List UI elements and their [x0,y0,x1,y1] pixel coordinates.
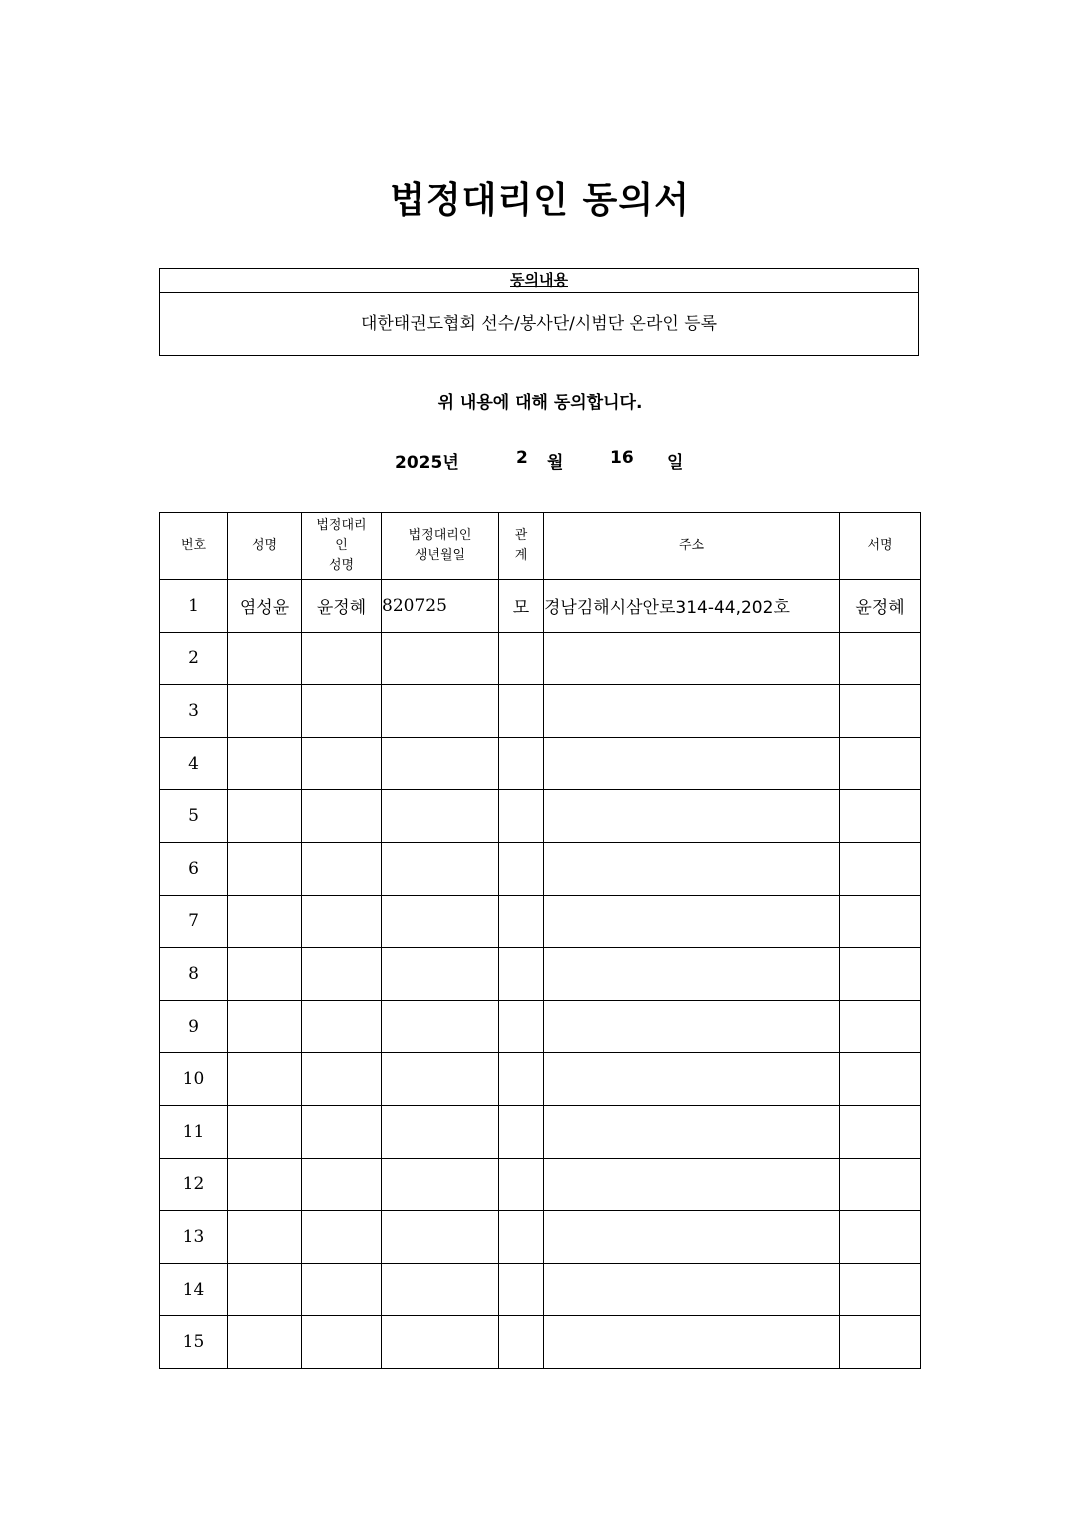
guardian-birth-cell [382,790,499,843]
name-cell [228,1263,302,1316]
row-number: 4 [160,737,228,790]
row-number: 2 [160,632,228,685]
header-guardian-name: 법정대리 인 성명 [302,513,382,580]
table-row [160,685,921,738]
address-cell [544,737,840,790]
row-number: 7 [160,895,228,948]
guardian-name-cell [302,685,382,738]
name-cell [228,632,302,685]
guardian-name-cell [302,895,382,948]
name-cell [228,948,302,1001]
row-number: 13 [160,1211,228,1264]
date-day: 16 [610,448,634,468]
address-cell [544,1053,840,1106]
name-cell [228,1105,302,1158]
guardian-birth-cell [382,1053,499,1106]
row-number: 1 [160,580,228,633]
header-guardian-birth: 법정대리인 생년월일 [382,513,499,580]
guardian-birth-cell [382,737,499,790]
signature-cell [840,948,921,1001]
guardian-birth-cell [382,842,499,895]
guardian-birth-cell [382,1000,499,1053]
guardian-birth-cell [382,948,499,1001]
guardian-name-cell [302,842,382,895]
table-row [160,632,921,685]
table-row [160,580,921,633]
header-address: 주소 [544,513,840,580]
header-name: 성명 [228,513,302,580]
name-cell [228,1316,302,1369]
name-cell [228,1053,302,1106]
guardian-name-cell [302,1211,382,1264]
header-relation: 관 계 [499,513,544,580]
name-cell [228,1211,302,1264]
table-row [160,948,921,1001]
relation-cell [499,632,544,685]
address-cell [544,842,840,895]
guardian-name-cell [302,1158,382,1211]
table-row [160,1000,921,1053]
row-number: 11 [160,1105,228,1158]
address-cell [544,895,840,948]
consent-box [159,268,919,356]
header-signature: 서명 [840,513,921,580]
address-cell [544,1263,840,1316]
date-year: 2025년 [395,453,459,473]
signature-cell [840,790,921,843]
date-month: 2 [516,448,528,468]
address-cell [544,685,840,738]
relation-cell [499,1053,544,1106]
guardian-name-cell [302,1000,382,1053]
name-cell [228,1158,302,1211]
table-row [160,895,921,948]
relation-cell [499,1105,544,1158]
row-number: 14 [160,1263,228,1316]
name-cell: 염성윤 [228,580,302,633]
table-row [160,1211,921,1264]
name-cell [228,842,302,895]
signature-cell [840,1263,921,1316]
name-cell [228,685,302,738]
table-header-row [160,513,921,580]
row-number: 5 [160,790,228,843]
relation-cell [499,1211,544,1264]
guardian-birth-cell [382,632,499,685]
address-cell [544,1211,840,1264]
relation-cell [499,1263,544,1316]
guardian-name-cell [302,1053,382,1106]
address-cell [544,1316,840,1369]
relation-cell [499,1158,544,1211]
page-title: 법정대리인 동의서 [390,180,690,221]
guardian-birth-cell: 820725 [382,580,499,633]
relation-cell [499,1000,544,1053]
guardian-birth-cell [382,1263,499,1316]
table-row [160,737,921,790]
guardian-table [159,512,921,1369]
agree-statement: 위 내용에 대해 동의합니다. [437,393,643,413]
address-cell [544,1105,840,1158]
table-row [160,1105,921,1158]
header-no: 번호 [160,513,228,580]
signature-cell [840,1211,921,1264]
relation-cell [499,895,544,948]
relation-cell [499,948,544,1001]
address-cell [544,632,840,685]
date-month-label: 월 [547,453,564,473]
signature-cell [840,1053,921,1106]
signature-cell [840,685,921,738]
guardian-birth-cell [382,1105,499,1158]
row-number: 3 [160,685,228,738]
relation-cell [499,790,544,843]
guardian-name-cell [302,632,382,685]
name-cell [228,737,302,790]
relation-cell [499,1316,544,1369]
relation-cell [499,685,544,738]
table-row [160,842,921,895]
signature-cell [840,632,921,685]
guardian-name-cell [302,948,382,1001]
relation-cell [499,737,544,790]
guardian-birth-cell [382,1316,499,1369]
address-cell [544,948,840,1001]
row-number: 8 [160,948,228,1001]
name-cell [228,790,302,843]
address-cell [544,1000,840,1053]
table-row [160,1053,921,1106]
guardian-birth-cell [382,1158,499,1211]
consent-content: 대한태권도협회 선수/봉사단/시범단 온라인 등록 [360,314,718,334]
guardian-name-cell [302,737,382,790]
signature-cell [840,842,921,895]
guardian-name-cell [302,1105,382,1158]
relation-cell: 모 [499,580,544,633]
table-row [160,790,921,843]
guardian-name-cell [302,790,382,843]
signature-cell [840,895,921,948]
address-cell [544,790,840,843]
row-number: 15 [160,1316,228,1369]
guardian-name-cell [302,1263,382,1316]
date-day-label: 일 [667,453,684,473]
signature-cell [840,1158,921,1211]
address-cell [544,1158,840,1211]
row-number: 12 [160,1158,228,1211]
signature-cell [840,1000,921,1053]
guardian-name-cell: 윤정혜 [302,580,382,633]
consent-header: 동의내용 [160,269,918,293]
address-cell: 경남김해시삼안로314-44,202호 [544,580,840,633]
name-cell [228,1000,302,1053]
relation-cell [499,842,544,895]
guardian-birth-cell [382,1211,499,1264]
guardian-birth-cell [382,685,499,738]
signature-cell [840,1316,921,1369]
guardian-name-cell [302,1316,382,1369]
table-row [160,1263,921,1316]
row-number: 6 [160,842,228,895]
signature-cell: 윤정혜 [840,580,921,633]
row-number: 10 [160,1053,228,1106]
row-number: 9 [160,1000,228,1053]
table-row [160,1158,921,1211]
guardian-birth-cell [382,895,499,948]
signature-cell [840,737,921,790]
signature-cell [840,1105,921,1158]
name-cell [228,895,302,948]
table-row [160,1316,921,1369]
